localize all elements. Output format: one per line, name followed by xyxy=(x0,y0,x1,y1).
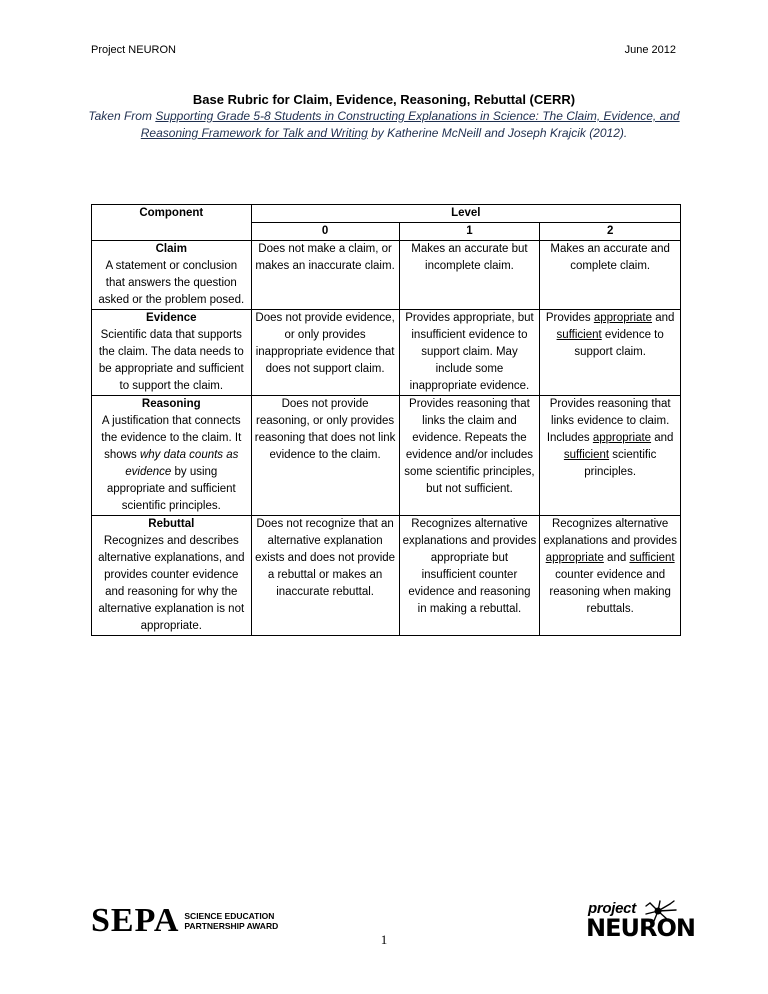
text-run: and xyxy=(603,552,630,564)
underlined-term: appropriate xyxy=(593,312,653,324)
component-description: Scientific data that supports the claim. The data needs to be appropriate and sufficient to support the claim. xyxy=(98,329,244,392)
component-cell xyxy=(92,310,252,396)
component-header: Component xyxy=(92,205,252,241)
rubric-table xyxy=(91,204,681,636)
level-2-cell: Makes an accurate and complete claim. xyxy=(540,241,681,310)
subtitle-prefix: Taken From xyxy=(88,109,156,123)
level-0-cell: Does not recognize that an alternative explanation exists and does not provide a rebuttal or makes an inaccurate rebuttal. xyxy=(251,516,399,636)
text-run: counter evidence and reasoning when making rebuttals. xyxy=(549,569,671,615)
level-0-cell: Does not make a claim, or makes an inaccurate claim. xyxy=(251,241,399,310)
level-0-header: 0 xyxy=(251,223,399,241)
subtitle-source: Supporting Grade 5-8 Students in Constructing Explanations in Science: The Claim, Evidence, and Reasoning Framework for Talk and Writing xyxy=(140,109,680,140)
underlined-term: sufficient xyxy=(563,449,610,461)
document-subtitle xyxy=(80,108,688,142)
header-date: June 2012 xyxy=(624,44,676,56)
header-row xyxy=(92,205,681,223)
sepa-wordmark: SEPA xyxy=(91,902,180,939)
table-row xyxy=(92,516,681,636)
sepa-tagline xyxy=(184,911,278,931)
neuron-icon xyxy=(644,900,678,922)
sepa-tagline-line1: SCIENCE EDUCATION xyxy=(184,911,275,921)
level-1-header: 1 xyxy=(399,223,540,241)
title-block xyxy=(80,91,688,142)
level-1-cell: Recognizes alternative explanations and provides appropriate but insufficient counter evidence and reasoning in making a rebuttal. xyxy=(399,516,540,636)
level-1-cell: Provides reasoning that links the claim and evidence. Repeats the evidence and/or includes some scientific principles, but not sufficient. xyxy=(399,396,540,516)
component-cell xyxy=(92,241,252,310)
text-run: and xyxy=(651,432,674,444)
component-description xyxy=(95,413,248,515)
component-cell xyxy=(92,516,252,636)
component-name: Evidence xyxy=(146,312,197,324)
text-run: A justification that connects the evidence to the claim. It shows xyxy=(101,415,242,461)
level-1-cell: Provides appropriate, but insufficient evidence to support claim. May include some inappropriate evidence. xyxy=(399,310,540,396)
level-2-cell xyxy=(540,310,681,396)
table-row xyxy=(92,396,681,516)
underlined-term: appropriate xyxy=(545,552,604,564)
text-run: by using appropriate and sufficient scientific principles. xyxy=(106,466,236,512)
header-project: Project NEURON xyxy=(91,44,176,56)
component-description: A statement or conclusion that answers the question asked or the problem posed. xyxy=(98,260,245,306)
level-2-cell xyxy=(540,516,681,636)
level-0-cell: Does not provide reasoning, or only provides reasoning that does not link evidence to the claim. xyxy=(251,396,399,516)
level-2-cell xyxy=(540,396,681,516)
project-neuron-logo xyxy=(586,900,695,946)
text-run: Recognizes alternative explanations and provides xyxy=(543,518,677,547)
component-name: Claim xyxy=(155,243,187,255)
neuron-logo-bottom: NEURON xyxy=(586,914,695,942)
level-2-header: 2 xyxy=(540,223,681,241)
table-row xyxy=(92,310,681,396)
component-name: Rebuttal xyxy=(148,518,195,530)
table-row xyxy=(92,241,681,310)
underlined-term: sufficient xyxy=(556,329,602,341)
sepa-tagline-line2: PARTNERSHIP AWARD xyxy=(184,921,279,931)
text-run: scientific principles. xyxy=(584,449,657,478)
neuron-logo-top: project xyxy=(588,900,636,917)
text-run: Provides xyxy=(545,312,594,324)
text-run: Provides reasoning that links evidence to claim. Includes xyxy=(546,398,671,444)
component-cell xyxy=(92,396,252,516)
text-run: evidence to support claim. xyxy=(574,329,664,358)
level-0-cell: Does not provide evidence, or only provides inappropriate evidence that does not support claim. xyxy=(251,310,399,396)
underlined-term: sufficient xyxy=(629,552,675,564)
page-number: 1 xyxy=(380,932,388,947)
level-1-cell: Makes an accurate but incomplete claim. xyxy=(399,241,540,310)
text-run: and xyxy=(652,312,675,324)
component-description: Recognizes and describes alternative explanations, and provides counter evidence and reasoning for why the alternative explanation is not appropriate. xyxy=(98,535,245,632)
italic-term: why data counts as evidence xyxy=(125,449,239,478)
document-title: Base Rubric for Claim, Evidence, Reasoning, Rebuttal (CERR) xyxy=(192,92,576,107)
level-header: Level xyxy=(251,205,680,223)
component-name: Reasoning xyxy=(141,398,201,410)
subtitle-suffix: by Katherine McNeill and Joseph Krajcik (2012). xyxy=(367,126,628,140)
underlined-term: appropriate xyxy=(592,432,652,444)
